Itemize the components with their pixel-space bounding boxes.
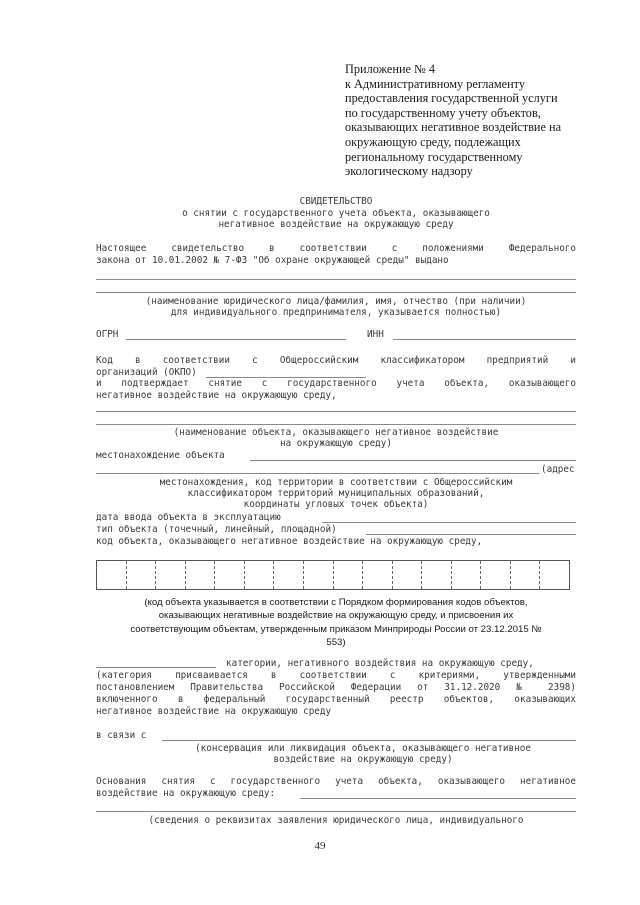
legal-name-field-line-1 [96, 279, 576, 280]
commission-date-field-line [322, 522, 576, 523]
address-hint-3: координаты угловых точек объекта) [243, 499, 429, 510]
category-line-1: категории, негативного воздействия на окружающую среду, [226, 658, 534, 669]
okpo-line-4: негативное воздействие на окружающую среду, [96, 390, 337, 401]
intro-line-1: Настоящее свидетельство в соответствии с положениями Федерального [96, 243, 576, 254]
category-field-line [96, 667, 216, 668]
code-cell[interactable] [214, 561, 244, 589]
category-line-5: негативное воздействие на окружающую среду [96, 706, 332, 717]
address-field-line [96, 473, 539, 474]
appendix-line: предоставления государственной услуги [345, 91, 558, 106]
category-line-3: постановлением Правительства Российской Федерации от 31.12.2020 № 2398) [96, 682, 576, 693]
reason-field-line [162, 740, 576, 741]
commission-date-label: дата ввода объекта в эксплуатацию [96, 512, 281, 523]
code-cell[interactable] [362, 561, 392, 589]
object-name-hint-1: (наименование объекта, оказывающего негативное воздействие [173, 427, 499, 438]
code-cell[interactable] [451, 561, 481, 589]
basis-field-line-2 [96, 811, 576, 812]
basis-field-line-1 [300, 798, 576, 799]
code-cell[interactable] [510, 561, 540, 589]
reason-prefix: в связи с [96, 730, 147, 741]
address-hint-1: местонахождения, код территории в соответствии с Общероссийским [159, 477, 513, 488]
location-label: местонахождение объекта [96, 450, 225, 461]
code-cell[interactable] [333, 561, 363, 589]
appendix-line: оказывающих негативное воздействие на [345, 120, 562, 135]
object-name-hint-2: на окружающую среду) [280, 438, 392, 449]
object-name-field-line-1 [96, 411, 576, 412]
object-code-label: код объекта, оказывающего негативное воздействие на окружающую среду, [96, 536, 483, 547]
legal-name-hint-1: (наименование юридического лица/фамилия, имя, отчество (при наличии) [145, 296, 527, 307]
appendix-line: Приложение № 4 [345, 62, 436, 76]
object-type-label: тип объекта (точечный, линейный, площадной) [96, 524, 337, 535]
basis-line-1: Основания снятия с государственного учета объекта, оказывающего негативное [96, 776, 576, 787]
code-note [96, 596, 576, 650]
basis-line-2: воздействие на окружающую среду: [96, 788, 276, 799]
code-cell[interactable] [303, 561, 333, 589]
code-cell[interactable] [126, 561, 156, 589]
code-cell[interactable] [421, 561, 451, 589]
okpo-line-2: организаций (ОКПО) [96, 367, 197, 378]
appendix-header [345, 62, 595, 179]
location-field-line [250, 460, 576, 461]
okpo-line-3: и подтверждает снятие с государственного учета объекта, оказывающего [96, 378, 576, 389]
code-cell[interactable] [273, 561, 303, 589]
ogrn-field-line [126, 339, 346, 340]
address-hint-2: классификатором территорий муниципальных образований, [187, 488, 485, 499]
object-code-grid[interactable] [96, 560, 570, 590]
inn-label: ИНН [367, 329, 384, 340]
code-cell[interactable] [539, 561, 569, 589]
code-cell[interactable] [392, 561, 422, 589]
object-type-field-line [366, 534, 576, 535]
code-note-line-2: оказывающих негативные воздействие на окружающую среду, и присвоения их [158, 610, 514, 622]
inn-field-line [393, 339, 576, 340]
okpo-line-1: Код в соответствии с Общероссийским классификатором предприятий и [96, 355, 576, 366]
code-note-line-4: 553) [326, 637, 346, 649]
reason-hint-1: (консервация или ликвидация объекта, оказывающего негативное [195, 743, 531, 754]
reason-hint-2: воздействие на окружающую среду) [273, 754, 453, 765]
appendix-line: региональному государственному [345, 149, 523, 164]
code-note-line-1: (код объекта указывается в соответствии с Порядком формирования кодов объектов, [144, 597, 528, 608]
appendix-line: по государственному учету объектов, [345, 105, 541, 120]
code-cell[interactable] [185, 561, 215, 589]
address-suffix: (адрес [541, 464, 575, 475]
ogrn-label: ОГРН [96, 329, 119, 340]
certificate-subtitle-1: о снятии с государственного учета объекта, оказывающего [182, 208, 490, 219]
legal-name-hint-2: для индивидуального предпринимателя, указывается полностью) [170, 307, 502, 318]
category-line-4: включенного в федеральный государственный реестр объектов, оказывающих [96, 694, 576, 705]
code-cell[interactable] [155, 561, 185, 589]
appendix-line: окружающую среду, подлежащих [345, 134, 521, 149]
certificate-title: СВИДЕТЕЛЬСТВО [299, 196, 373, 207]
object-name-field-line-2 [96, 424, 576, 425]
code-cell[interactable] [244, 561, 274, 589]
code-cell[interactable] [97, 561, 126, 589]
legal-name-field-line-2 [96, 292, 576, 293]
code-note-line-3: соответствующим объектам, утвержденным приказом Минприроды России от 23.12.2015 № [130, 623, 542, 635]
appendix-line: к Административному регламенту [345, 76, 526, 91]
code-cell[interactable] [480, 561, 510, 589]
certificate-subtitle-2: негативное воздействие на окружающую среду [218, 219, 454, 230]
category-line-2: (категория присваивается в соответствии с критериями, утвержденными [96, 670, 576, 681]
details-hint: (сведения о реквизитах заявления юридического лица, индивидуального [148, 815, 524, 826]
appendix-line: экологическому надзору [345, 164, 473, 179]
intro-line-2: закона от 10.01.2002 № 7-ФЗ "Об охране окружающей среды" выдано [96, 255, 449, 266]
page-number: 49 [314, 840, 326, 852]
